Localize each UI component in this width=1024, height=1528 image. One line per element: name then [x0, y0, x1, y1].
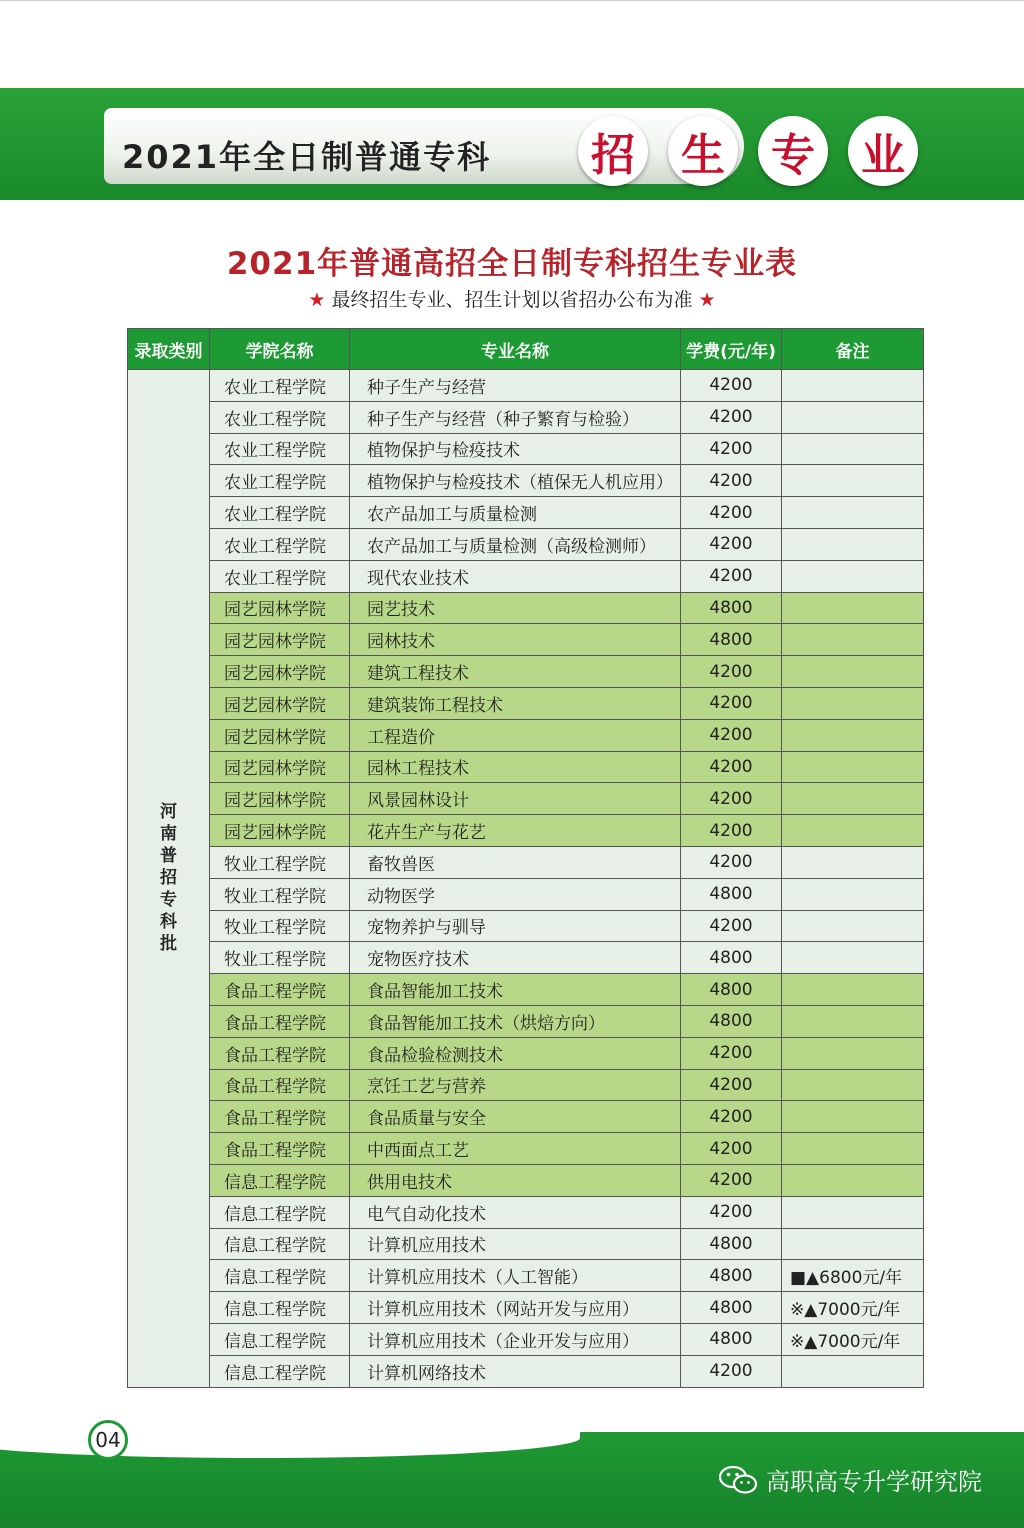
page-title: 2021年普通高招全日制专科招生专业表 [226, 246, 798, 282]
major-cell: 中西面点工艺 [350, 1133, 681, 1165]
major-cell: 园林工程技术 [350, 751, 681, 783]
header-badge-4: 业 [848, 116, 918, 186]
note-cell [782, 1355, 924, 1387]
note-cell: ※▲7000元/年 [782, 1323, 924, 1355]
fee-cell: 4200 [681, 433, 782, 465]
fee-cell: 4200 [681, 528, 782, 560]
fee-cell: 4800 [681, 878, 782, 910]
fee-cell: 4200 [681, 1133, 782, 1165]
note-cell [782, 687, 924, 719]
major-cell: 种子生产与经营（种子繁育与检验） [350, 401, 681, 433]
table-row [128, 401, 924, 433]
college-cell: 园艺园林学院 [210, 656, 350, 688]
note-cell [782, 846, 924, 878]
header-category: 录取类别 [128, 329, 210, 370]
note-cell [782, 624, 924, 656]
admission-category-cell [128, 370, 210, 1388]
note-cell [782, 1005, 924, 1037]
college-cell: 农业工程学院 [210, 528, 350, 560]
major-cell: 食品检验检测技术 [350, 1037, 681, 1069]
table-row [128, 1196, 924, 1228]
star-icon: ★ [308, 289, 326, 311]
note-cell [782, 592, 924, 624]
college-cell: 农业工程学院 [210, 497, 350, 529]
major-cell: 风景园林设计 [350, 783, 681, 815]
college-cell: 园艺园林学院 [210, 751, 350, 783]
header-badge-1: 招 [578, 116, 648, 186]
major-cell: 植物保护与检疫技术 [350, 433, 681, 465]
major-cell: 园艺技术 [350, 592, 681, 624]
major-cell: 花卉生产与花艺 [350, 815, 681, 847]
table-row [128, 1069, 924, 1101]
note-cell [782, 497, 924, 529]
fee-cell: 4200 [681, 687, 782, 719]
note-cell [782, 1164, 924, 1196]
major-cell: 计算机应用技术（人工智能） [350, 1260, 681, 1292]
table-row [128, 846, 924, 878]
table-row [128, 815, 924, 847]
fee-cell: 4800 [681, 624, 782, 656]
fee-cell: 4200 [681, 1069, 782, 1101]
major-cell: 园林技术 [350, 624, 681, 656]
table-row [128, 656, 924, 688]
college-cell: 信息工程学院 [210, 1323, 350, 1355]
table-row [128, 687, 924, 719]
table-row [128, 974, 924, 1006]
fee-cell: 4200 [681, 846, 782, 878]
fee-cell: 4200 [681, 1101, 782, 1133]
table-row [128, 1260, 924, 1292]
header-note: 备注 [782, 329, 924, 370]
college-cell: 农业工程学院 [210, 560, 350, 592]
major-cell: 烹饪工艺与营养 [350, 1069, 681, 1101]
note-cell [782, 1133, 924, 1165]
note-cell [782, 815, 924, 847]
major-cell: 动物医学 [350, 878, 681, 910]
top-margin [0, 0, 1024, 89]
college-cell: 食品工程学院 [210, 1037, 350, 1069]
fee-cell: 4200 [681, 497, 782, 529]
major-cell: 现代农业技术 [350, 560, 681, 592]
major-cell: 建筑装饰工程技术 [350, 687, 681, 719]
fee-cell: 4800 [681, 592, 782, 624]
fee-cell: 4200 [681, 560, 782, 592]
college-cell: 牧业工程学院 [210, 910, 350, 942]
college-cell: 园艺园林学院 [210, 783, 350, 815]
table-row [128, 1133, 924, 1165]
table-row [128, 719, 924, 751]
fee-cell: 4800 [681, 1228, 782, 1260]
header-badge-group [578, 116, 918, 186]
note-cell [782, 942, 924, 974]
college-cell: 园艺园林学院 [210, 815, 350, 847]
college-cell: 农业工程学院 [210, 433, 350, 465]
college-cell: 食品工程学院 [210, 974, 350, 1006]
table-row [128, 910, 924, 942]
note-cell [782, 1037, 924, 1069]
fee-cell: 4800 [681, 974, 782, 1006]
college-cell: 园艺园林学院 [210, 687, 350, 719]
header-major: 专业名称 [350, 329, 681, 370]
table-row [128, 560, 924, 592]
table-row [128, 1005, 924, 1037]
fee-cell: 4800 [681, 1260, 782, 1292]
table-header-row [128, 329, 924, 370]
fee-cell: 4200 [681, 1355, 782, 1387]
college-cell: 农业工程学院 [210, 401, 350, 433]
college-cell: 食品工程学院 [210, 1069, 350, 1101]
major-cell: 农产品加工与质量检测 [350, 497, 681, 529]
college-cell: 牧业工程学院 [210, 846, 350, 878]
fee-cell: 4200 [681, 1164, 782, 1196]
note-cell: ※▲7000元/年 [782, 1292, 924, 1324]
college-cell: 信息工程学院 [210, 1292, 350, 1324]
brand-name: 高职高专升学研究院 [766, 1468, 982, 1496]
fee-cell: 4200 [681, 656, 782, 688]
note-cell [782, 910, 924, 942]
star-icon: ★ [698, 289, 716, 311]
major-cell: 供用电技术 [350, 1164, 681, 1196]
fee-cell: 4200 [681, 1196, 782, 1228]
major-cell: 计算机网络技术 [350, 1355, 681, 1387]
table-row [128, 1292, 924, 1324]
major-cell: 植物保护与检疫技术（植保无人机应用） [350, 465, 681, 497]
college-cell: 信息工程学院 [210, 1228, 350, 1260]
fee-cell: 4800 [681, 1005, 782, 1037]
major-cell: 食品智能加工技术 [350, 974, 681, 1006]
page-subtitle [0, 285, 1024, 312]
college-cell: 园艺园林学院 [210, 592, 350, 624]
table-row [128, 1323, 924, 1355]
major-cell: 畜牧兽医 [350, 846, 681, 878]
note-cell [782, 1196, 924, 1228]
table-row [128, 370, 924, 402]
table-row [128, 1101, 924, 1133]
note-cell: ■▲6800元/年 [782, 1260, 924, 1292]
note-cell [782, 783, 924, 815]
note-cell [782, 974, 924, 1006]
majors-table [127, 328, 924, 1388]
admission-category: 河南普招专科批 [160, 802, 177, 955]
major-cell: 计算机应用技术 [350, 1228, 681, 1260]
fee-cell: 4200 [681, 719, 782, 751]
table-row [128, 1228, 924, 1260]
note-cell [782, 1101, 924, 1133]
note-cell [782, 1228, 924, 1260]
major-cell: 工程造价 [350, 719, 681, 751]
fee-cell: 4800 [681, 1323, 782, 1355]
table-row [128, 433, 924, 465]
table-row [128, 497, 924, 529]
fee-cell: 4200 [681, 783, 782, 815]
table-row [128, 528, 924, 560]
table-body [128, 370, 924, 1388]
fee-cell: 4200 [681, 751, 782, 783]
fee-cell: 4200 [681, 401, 782, 433]
header-badge-2: 生 [668, 116, 738, 186]
major-cell: 建筑工程技术 [350, 656, 681, 688]
subtitle-text: 最终招生专业、招生计划以省招办公布为准 [331, 289, 693, 311]
fee-cell: 4800 [681, 1292, 782, 1324]
table-row [128, 1355, 924, 1387]
fee-cell: 4200 [681, 910, 782, 942]
note-cell [782, 528, 924, 560]
college-cell: 信息工程学院 [210, 1355, 350, 1387]
note-cell [782, 719, 924, 751]
table-row [128, 783, 924, 815]
note-cell [782, 401, 924, 433]
note-cell [782, 560, 924, 592]
college-cell: 信息工程学院 [210, 1196, 350, 1228]
major-cell: 食品智能加工技术（烘焙方向） [350, 1005, 681, 1037]
fee-cell: 4800 [681, 942, 782, 974]
major-cell: 计算机应用技术（企业开发与应用） [350, 1323, 681, 1355]
college-cell: 农业工程学院 [210, 465, 350, 497]
note-cell [782, 433, 924, 465]
header-fee: 学费(元/年) [681, 329, 782, 370]
college-cell: 信息工程学院 [210, 1260, 350, 1292]
college-cell: 信息工程学院 [210, 1164, 350, 1196]
major-cell: 种子生产与经营 [350, 370, 681, 402]
note-cell [782, 751, 924, 783]
college-cell: 农业工程学院 [210, 370, 350, 402]
major-cell: 电气自动化技术 [350, 1196, 681, 1228]
brand [718, 1462, 982, 1497]
table-row [128, 942, 924, 974]
fee-cell: 4200 [681, 1037, 782, 1069]
note-cell [782, 1069, 924, 1101]
table-row [128, 1037, 924, 1069]
college-cell: 食品工程学院 [210, 1005, 350, 1037]
header-badge-3: 专 [758, 116, 828, 186]
fee-cell: 4200 [681, 815, 782, 847]
college-cell: 园艺园林学院 [210, 719, 350, 751]
table-row [128, 878, 924, 910]
header-title: 2021年全日制普通专科 [122, 138, 492, 176]
wechat-icon [718, 1464, 758, 1496]
major-cell: 计算机应用技术（网站开发与应用） [350, 1292, 681, 1324]
major-cell: 宠物养护与驯导 [350, 910, 681, 942]
table-row [128, 624, 924, 656]
fee-cell: 4200 [681, 370, 782, 402]
major-cell: 食品质量与安全 [350, 1101, 681, 1133]
college-cell: 牧业工程学院 [210, 942, 350, 974]
note-cell [782, 370, 924, 402]
college-cell: 食品工程学院 [210, 1133, 350, 1165]
header-college: 学院名称 [210, 329, 350, 370]
page-number: 04 [88, 1420, 128, 1460]
table-row [128, 751, 924, 783]
table-row [128, 1164, 924, 1196]
note-cell [782, 465, 924, 497]
table-row [128, 592, 924, 624]
fee-cell: 4200 [681, 465, 782, 497]
major-cell: 宠物医疗技术 [350, 942, 681, 974]
college-cell: 园艺园林学院 [210, 624, 350, 656]
note-cell [782, 878, 924, 910]
note-cell [782, 656, 924, 688]
college-cell: 食品工程学院 [210, 1101, 350, 1133]
table-row [128, 465, 924, 497]
major-cell: 农产品加工与质量检测（高级检测师） [350, 528, 681, 560]
college-cell: 牧业工程学院 [210, 878, 350, 910]
